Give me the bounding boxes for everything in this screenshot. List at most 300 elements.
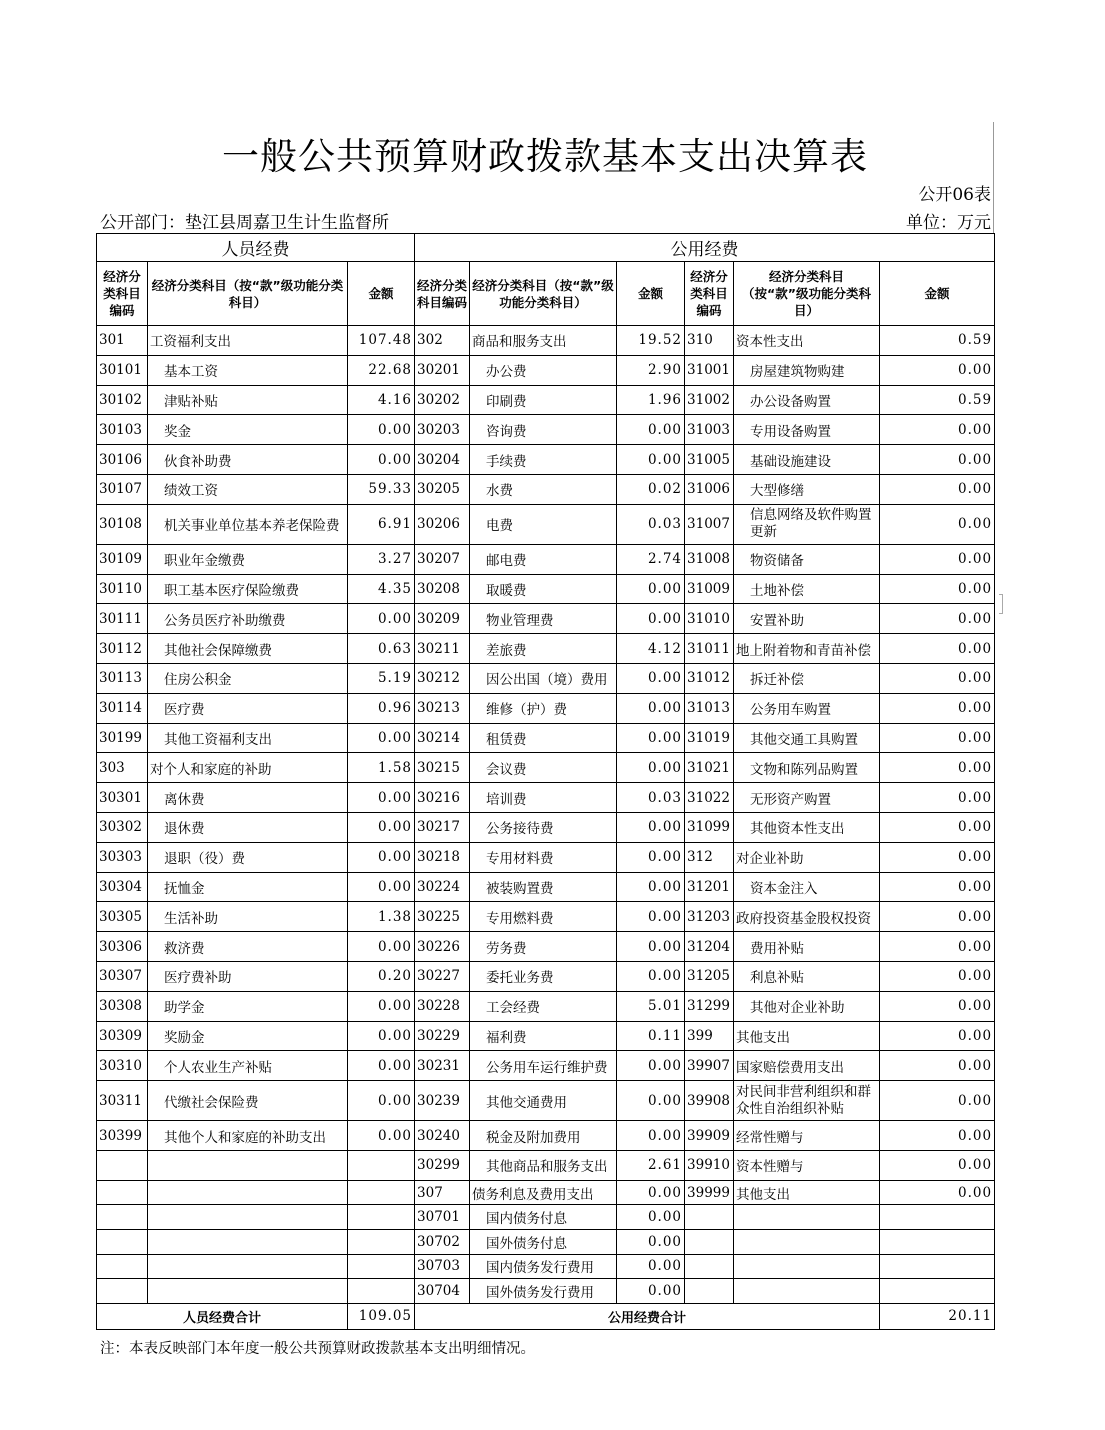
item-amount: 0.00 [617, 1051, 685, 1081]
item-code: 30227 [415, 961, 470, 991]
item-amount: 1.38 [348, 902, 415, 932]
item-code: 30399 [97, 1121, 148, 1151]
item-name: 职业年金缴费 [148, 544, 348, 574]
item-amount: 5.01 [617, 991, 685, 1021]
item-name: 基础设施建设 [734, 445, 880, 475]
item-name: 对民间非营利组织和群众性自治组织补贴 [734, 1081, 880, 1121]
item-code: 30303 [97, 842, 148, 872]
item-code [97, 1205, 148, 1230]
item-name: 利息补贴 [734, 961, 880, 991]
item-name: 税金及附加费用 [470, 1121, 617, 1151]
item-code [685, 1254, 734, 1279]
item-amount [348, 1180, 415, 1205]
public-total-value: 20.11 [880, 1303, 995, 1329]
item-amount: 19.52 [617, 326, 685, 356]
table-row [97, 872, 995, 902]
item-code: 31203 [685, 902, 734, 932]
item-amount: 0.00 [880, 961, 995, 991]
item-amount: 4.16 [348, 385, 415, 415]
item-name: 离休费 [148, 783, 348, 813]
table-row [97, 783, 995, 813]
item-amount: 0.00 [617, 1180, 685, 1205]
item-name: 印刷费 [470, 385, 617, 415]
item-name: 资本性支出 [734, 326, 880, 356]
public-total-label: 公用经费合计 [415, 1303, 880, 1329]
item-code: 39908 [685, 1081, 734, 1121]
item-code: 30228 [415, 991, 470, 1021]
item-amount: 0.00 [617, 723, 685, 753]
item-code: 307 [415, 1180, 470, 1205]
item-code: 30218 [415, 842, 470, 872]
item-amount [880, 1229, 995, 1254]
item-code: 30211 [415, 634, 470, 664]
item-amount: 0.59 [880, 385, 995, 415]
item-amount: 0.00 [348, 415, 415, 445]
item-name: 其他社会保障缴费 [148, 634, 348, 664]
item-name: 奖励金 [148, 1021, 348, 1051]
item-code: 30207 [415, 544, 470, 574]
item-amount: 0.00 [348, 1121, 415, 1151]
item-code: 31201 [685, 872, 734, 902]
page-break-marker [999, 594, 1003, 614]
header-name: 经济分类科目（按“款”级功能分类科目） [470, 262, 617, 326]
item-name: 债务利息及费用支出 [470, 1180, 617, 1205]
item-name: 文物和陈列品购置 [734, 753, 880, 783]
item-amount [880, 1254, 995, 1279]
item-code: 30299 [415, 1150, 470, 1180]
item-name: 其他工资福利支出 [148, 723, 348, 753]
item-code: 301 [97, 326, 148, 356]
table-row [97, 723, 995, 753]
item-name: 基本工资 [148, 355, 348, 385]
item-name: 工资福利支出 [148, 326, 348, 356]
header-code: 经济分类科目编码 [97, 262, 148, 326]
item-code: 39909 [685, 1121, 734, 1151]
item-amount: 5.19 [348, 663, 415, 693]
item-name: 其他支出 [734, 1180, 880, 1205]
item-name: 其他对企业补助 [734, 991, 880, 1021]
item-name [148, 1279, 348, 1304]
department-label: 公开部门：垫江县周嘉卫生计生监督所 [100, 213, 389, 233]
item-code: 30704 [415, 1279, 470, 1304]
item-name: 机关事业单位基本养老保险费 [148, 504, 348, 544]
item-code: 30310 [97, 1051, 148, 1081]
table-row [97, 663, 995, 693]
item-code: 30114 [97, 693, 148, 723]
item-code: 30204 [415, 445, 470, 475]
table-row [97, 1150, 995, 1180]
item-name: 绩效工资 [148, 474, 348, 504]
item-amount: 0.00 [348, 723, 415, 753]
item-name: 代缴社会保险费 [148, 1081, 348, 1121]
item-name [148, 1254, 348, 1279]
item-amount: 107.48 [348, 326, 415, 356]
item-amount: 0.00 [348, 1021, 415, 1051]
item-amount: 0.00 [348, 812, 415, 842]
item-amount [348, 1229, 415, 1254]
item-name: 对个人和家庭的补助 [148, 753, 348, 783]
item-code: 30703 [415, 1254, 470, 1279]
item-name: 安置补助 [734, 604, 880, 634]
item-amount: 0.00 [617, 842, 685, 872]
item-amount: 0.00 [617, 753, 685, 783]
item-name: 国家赔偿费用支出 [734, 1051, 880, 1081]
item-code: 31011 [685, 634, 734, 664]
item-name: 专用设备购置 [734, 415, 880, 445]
item-code: 31205 [685, 961, 734, 991]
item-name: 其他个人和家庭的补助支出 [148, 1121, 348, 1151]
item-amount: 0.00 [880, 1081, 995, 1121]
table-row [97, 1121, 995, 1151]
item-code: 30702 [415, 1229, 470, 1254]
table-row [97, 1081, 995, 1121]
item-amount: 0.00 [880, 812, 995, 842]
item-amount: 0.00 [880, 355, 995, 385]
item-amount: 0.00 [880, 723, 995, 753]
item-code: 30103 [97, 415, 148, 445]
item-amount: 0.00 [617, 415, 685, 445]
item-amount: 22.68 [348, 355, 415, 385]
item-amount: 0.00 [348, 991, 415, 1021]
item-code: 31021 [685, 753, 734, 783]
item-code: 30110 [97, 574, 148, 604]
item-code: 30212 [415, 663, 470, 693]
page-title: 一般公共预算财政拨款基本支出决算表 [222, 135, 868, 178]
table-row [97, 326, 995, 356]
item-amount: 0.00 [617, 1254, 685, 1279]
item-code: 31019 [685, 723, 734, 753]
item-name: 邮电费 [470, 544, 617, 574]
item-amount: 0.00 [880, 872, 995, 902]
item-amount: 0.00 [880, 1121, 995, 1151]
item-code: 30205 [415, 474, 470, 504]
item-name: 救济费 [148, 932, 348, 962]
item-amount: 0.03 [617, 783, 685, 813]
item-amount: 0.00 [617, 663, 685, 693]
item-amount: 0.00 [880, 932, 995, 962]
item-code: 30304 [97, 872, 148, 902]
item-amount: 0.00 [880, 991, 995, 1021]
item-name: 个人农业生产补贴 [148, 1051, 348, 1081]
item-code: 30231 [415, 1051, 470, 1081]
table-row [97, 902, 995, 932]
item-code: 39907 [685, 1051, 734, 1081]
item-name: 资本性赠与 [734, 1150, 880, 1180]
item-name: 医疗费补助 [148, 961, 348, 991]
item-code: 39910 [685, 1150, 734, 1180]
item-name: 水费 [470, 474, 617, 504]
item-name [148, 1229, 348, 1254]
item-name: 其他交通工具购置 [734, 723, 880, 753]
item-amount [348, 1254, 415, 1279]
item-amount: 0.00 [880, 693, 995, 723]
item-code: 31299 [685, 991, 734, 1021]
item-amount [348, 1150, 415, 1180]
item-name: 国内债务付息 [470, 1205, 617, 1230]
item-amount: 0.00 [880, 1180, 995, 1205]
item-code: 30201 [415, 355, 470, 385]
item-name: 办公费 [470, 355, 617, 385]
item-code: 303 [97, 753, 148, 783]
item-amount: 0.00 [617, 1205, 685, 1230]
item-name: 取暖费 [470, 574, 617, 604]
item-amount: 0.63 [348, 634, 415, 664]
item-code: 30214 [415, 723, 470, 753]
table-row [97, 604, 995, 634]
header-amount: 金额 [617, 262, 685, 326]
item-code: 30107 [97, 474, 148, 504]
item-code: 30203 [415, 415, 470, 445]
item-code [97, 1180, 148, 1205]
item-code: 30311 [97, 1081, 148, 1121]
item-code: 31005 [685, 445, 734, 475]
item-amount: 0.00 [880, 663, 995, 693]
item-name: 医疗费 [148, 693, 348, 723]
item-code: 30109 [97, 544, 148, 574]
item-name: 办公设备购置 [734, 385, 880, 415]
item-amount: 6.91 [348, 504, 415, 544]
unit-label: 单位：万元 [906, 213, 991, 233]
item-code: 30215 [415, 753, 470, 783]
item-amount: 0.00 [880, 783, 995, 813]
header-name: 经济分类科目（按“款”级功能分类科目） [148, 262, 348, 326]
item-amount: 1.58 [348, 753, 415, 783]
table-row [97, 355, 995, 385]
item-code: 30229 [415, 1021, 470, 1051]
item-amount: 0.00 [348, 1081, 415, 1121]
item-amount: 0.00 [348, 872, 415, 902]
item-name: 国内债务发行费用 [470, 1254, 617, 1279]
item-code: 31006 [685, 474, 734, 504]
item-code: 30306 [97, 932, 148, 962]
item-name: 委托业务费 [470, 961, 617, 991]
item-name: 专用燃料费 [470, 902, 617, 932]
item-code [97, 1229, 148, 1254]
table-row [97, 842, 995, 872]
item-name: 伙食补助费 [148, 445, 348, 475]
table-row [97, 1180, 995, 1205]
item-name [734, 1254, 880, 1279]
item-name: 咨询费 [470, 415, 617, 445]
item-name: 其他商品和服务支出 [470, 1150, 617, 1180]
section-personnel: 人员经费 [97, 234, 415, 262]
item-code: 30213 [415, 693, 470, 723]
item-name: 抚恤金 [148, 872, 348, 902]
item-code: 399 [685, 1021, 734, 1051]
item-amount: 0.00 [617, 445, 685, 475]
item-amount: 0.00 [880, 634, 995, 664]
item-name: 津贴补贴 [148, 385, 348, 415]
item-name: 大型修缮 [734, 474, 880, 504]
item-code: 30305 [97, 902, 148, 932]
form-number: 公开06表 [918, 185, 991, 205]
item-code: 31013 [685, 693, 734, 723]
item-code: 30206 [415, 504, 470, 544]
item-name: 经常性赠与 [734, 1121, 880, 1151]
item-code: 31003 [685, 415, 734, 445]
item-code [97, 1279, 148, 1304]
item-amount: 0.00 [348, 842, 415, 872]
item-amount: 0.00 [617, 902, 685, 932]
item-code: 30701 [415, 1205, 470, 1230]
table-row [97, 574, 995, 604]
item-amount: 0.00 [617, 1081, 685, 1121]
item-name: 退休费 [148, 812, 348, 842]
item-code: 30208 [415, 574, 470, 604]
item-amount: 0.00 [617, 1229, 685, 1254]
item-amount: 0.00 [880, 445, 995, 475]
item-name: 维修（护）费 [470, 693, 617, 723]
item-name: 物资储备 [734, 544, 880, 574]
item-code: 30101 [97, 355, 148, 385]
item-name: 被装购置费 [470, 872, 617, 902]
item-amount: 2.61 [617, 1150, 685, 1180]
table-row [97, 812, 995, 842]
item-name: 土地补偿 [734, 574, 880, 604]
item-name: 对企业补助 [734, 842, 880, 872]
item-name: 住房公积金 [148, 663, 348, 693]
item-code: 31012 [685, 663, 734, 693]
item-code: 30111 [97, 604, 148, 634]
item-amount: 0.00 [617, 961, 685, 991]
item-amount: 0.00 [880, 842, 995, 872]
item-name: 工会经费 [470, 991, 617, 1021]
item-code: 30216 [415, 783, 470, 813]
item-code: 30102 [97, 385, 148, 415]
item-code: 31008 [685, 544, 734, 574]
item-amount: 0.00 [880, 574, 995, 604]
item-name: 商品和服务支出 [470, 326, 617, 356]
table-row [97, 474, 995, 504]
item-amount: 0.00 [617, 932, 685, 962]
item-name: 公务用车运行维护费 [470, 1051, 617, 1081]
footnote: 注：本表反映部门本年度一般公共预算财政拨款基本支出明细情况。 [100, 1341, 535, 1357]
item-name: 资本金注入 [734, 872, 880, 902]
item-amount: 0.00 [617, 812, 685, 842]
personnel-total-value: 109.05 [348, 1303, 415, 1329]
table-row [97, 1205, 995, 1230]
item-name: 差旅费 [470, 634, 617, 664]
item-code: 39999 [685, 1180, 734, 1205]
item-name: 公务员医疗补助缴费 [148, 604, 348, 634]
item-name: 房屋建筑物购建 [734, 355, 880, 385]
table-row [97, 445, 995, 475]
item-code: 30225 [415, 902, 470, 932]
item-amount [880, 1205, 995, 1230]
item-name: 职工基本医疗保险缴费 [148, 574, 348, 604]
header-code: 经济分类科目编码 [415, 262, 470, 326]
item-name: 电费 [470, 504, 617, 544]
item-name: 专用材料费 [470, 842, 617, 872]
item-name: 信息网络及软件购置更新 [734, 504, 880, 544]
table-row [97, 544, 995, 574]
item-amount: 59.33 [348, 474, 415, 504]
item-code: 30240 [415, 1121, 470, 1151]
item-name: 培训费 [470, 783, 617, 813]
item-code: 310 [685, 326, 734, 356]
item-name: 国外债务付息 [470, 1229, 617, 1254]
item-code: 31022 [685, 783, 734, 813]
item-name: 其他交通费用 [470, 1081, 617, 1121]
item-name: 退职（役）费 [148, 842, 348, 872]
item-name: 公务接待费 [470, 812, 617, 842]
item-code [685, 1279, 734, 1304]
table-row [97, 961, 995, 991]
table-row [97, 415, 995, 445]
table-row [97, 693, 995, 723]
item-name: 会议费 [470, 753, 617, 783]
item-name: 手续费 [470, 445, 617, 475]
item-name: 无形资产购置 [734, 783, 880, 813]
item-code: 30112 [97, 634, 148, 664]
item-code: 30106 [97, 445, 148, 475]
item-amount: 3.27 [348, 544, 415, 574]
item-code: 30202 [415, 385, 470, 415]
item-amount: 0.20 [348, 961, 415, 991]
item-name: 地上附着物和青苗补偿 [734, 634, 880, 664]
header-name: 经济分类科目（按“款”级功能分类科目） [734, 262, 880, 326]
item-name [148, 1180, 348, 1205]
item-name [148, 1150, 348, 1180]
item-code: 30239 [415, 1081, 470, 1121]
table-row [97, 1279, 995, 1304]
item-amount: 0.02 [617, 474, 685, 504]
item-code: 30301 [97, 783, 148, 813]
item-amount: 0.00 [880, 604, 995, 634]
item-amount: 2.90 [617, 355, 685, 385]
table-row [97, 991, 995, 1021]
item-amount: 0.00 [880, 1150, 995, 1180]
item-name: 租赁费 [470, 723, 617, 753]
item-amount [880, 1279, 995, 1304]
item-amount: 0.96 [348, 693, 415, 723]
item-amount: 0.00 [880, 504, 995, 544]
item-amount: 0.00 [348, 783, 415, 813]
item-amount: 0.59 [880, 326, 995, 356]
item-name [734, 1229, 880, 1254]
item-name: 拆迁补偿 [734, 663, 880, 693]
item-name: 国外债务发行费用 [470, 1279, 617, 1304]
item-code: 30309 [97, 1021, 148, 1051]
item-amount: 0.00 [617, 693, 685, 723]
item-amount: 0.00 [880, 902, 995, 932]
item-code: 31007 [685, 504, 734, 544]
item-amount: 4.12 [617, 634, 685, 664]
item-amount: 0.00 [880, 474, 995, 504]
table-row [97, 1021, 995, 1051]
item-code [685, 1229, 734, 1254]
table-row [97, 932, 995, 962]
item-name: 劳务费 [470, 932, 617, 962]
item-name: 福利费 [470, 1021, 617, 1051]
item-amount: 0.00 [880, 415, 995, 445]
item-name: 助学金 [148, 991, 348, 1021]
item-amount: 0.00 [617, 604, 685, 634]
item-code: 302 [415, 326, 470, 356]
item-code: 30307 [97, 961, 148, 991]
item-amount: 0.00 [880, 1021, 995, 1051]
item-amount [348, 1279, 415, 1304]
item-name: 政府投资基金股权投资 [734, 902, 880, 932]
item-amount: 0.00 [348, 932, 415, 962]
item-amount: 0.00 [880, 753, 995, 783]
section-public: 公用经费 [415, 234, 995, 262]
item-name: 物业管理费 [470, 604, 617, 634]
header-amount: 金额 [880, 262, 995, 326]
item-name [734, 1205, 880, 1230]
table-row [97, 504, 995, 544]
item-amount: 0.00 [348, 1051, 415, 1081]
